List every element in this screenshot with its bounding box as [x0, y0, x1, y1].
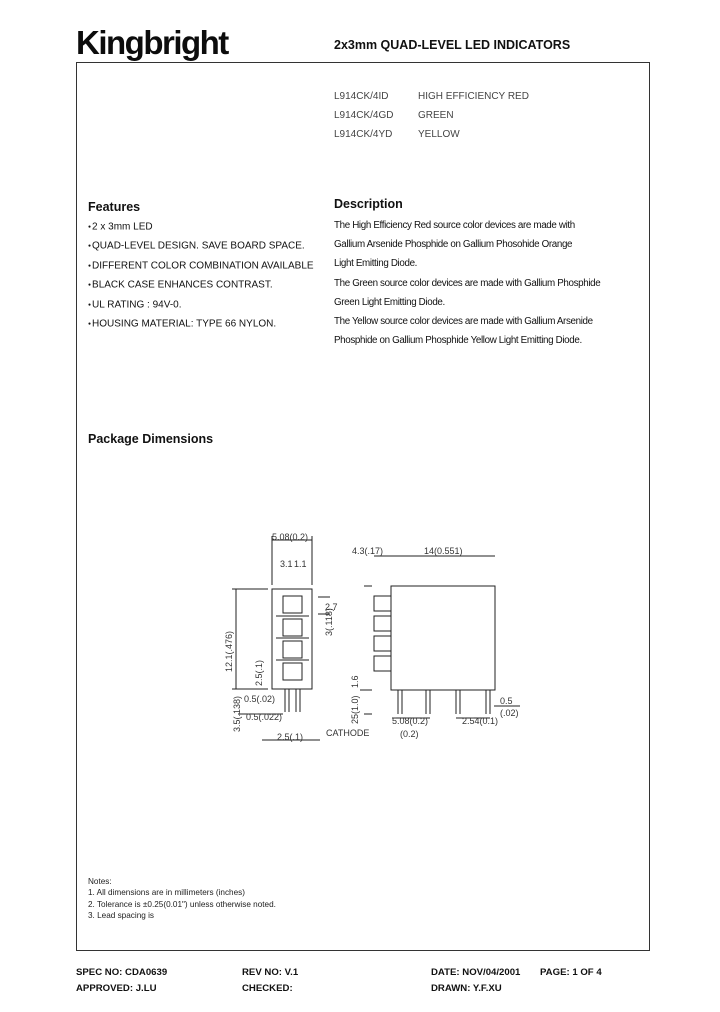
side-body: [391, 586, 495, 690]
dim-label: 3(.118): [324, 608, 334, 636]
drawn-by: DRAWN: Y.F.XU: [431, 983, 502, 994]
led-window: [283, 596, 302, 613]
note-item: 2. Tolerance is ±0.25(0.01") unless otherwise noted.: [88, 899, 276, 909]
note-item: 1. All dimensions are in millimeters (inches): [88, 888, 245, 898]
dim-label: 2.5(.1): [254, 659, 264, 686]
feature-item: ● UL RATING : 94V-0.: [88, 299, 314, 318]
dim-label: 2.54(0.1): [462, 716, 499, 726]
led-window: [283, 641, 302, 658]
cathode-label: CATHODE: [326, 728, 370, 738]
led-lens: [374, 616, 391, 631]
description-line: The Yellow source color devices are made with Gallium Arsenide: [334, 315, 593, 327]
dim-label: 12.1(.476): [224, 630, 234, 672]
part-color: HIGH EFFICIENCY RED: [418, 91, 529, 102]
dim-label: 4.3(.17): [352, 546, 384, 556]
checked-by: CHECKED:: [242, 983, 293, 994]
notes: [88, 876, 276, 921]
notes-title: Notes:: [88, 877, 112, 886]
dim-label: (0.2): [400, 729, 419, 739]
part-color: YELLOW: [418, 129, 460, 140]
feature-item: ● HOUSING MATERIAL: TYPE 66 NYLON.: [88, 318, 314, 337]
dim-label: 1.6: [350, 675, 360, 688]
part-number: L914CK/4ID: [334, 91, 389, 102]
approved-by: APPROVED: J.LU: [76, 983, 157, 994]
part-number: L914CK/4GD: [334, 110, 394, 121]
dim-label: 0.5: [500, 696, 513, 706]
spec-number: SPEC NO: CDA0639: [76, 967, 168, 978]
dim-label: 5.08(0.2): [272, 532, 309, 542]
dim-label: 3.5(.138): [232, 695, 242, 732]
feature-item: ● QUAD-LEVEL DESIGN. SAVE BOARD SPACE.: [88, 240, 314, 259]
description-heading: Description: [334, 197, 403, 211]
led-lens: [374, 596, 391, 611]
part-number: L914CK/4YD: [334, 129, 393, 140]
revision-number: REV NO: V.1: [242, 967, 299, 978]
dim-label: 2.7: [325, 602, 338, 612]
description-line: Green Light Emitting Diode.: [334, 296, 445, 308]
brand-logo: Kingbright: [76, 24, 228, 61]
package-heading: Package Dimensions: [88, 432, 214, 446]
description-line: The Green source color devices are made with Gallium Phosphide: [334, 277, 601, 289]
led-window: [283, 619, 302, 636]
dim-label: 0.5(.02): [244, 694, 276, 704]
dim-label: 14(0.551): [424, 546, 463, 556]
features-heading: Features: [88, 200, 141, 214]
feature-item: ● 2 x 3mm LED: [88, 221, 314, 240]
led-lens: [374, 636, 391, 651]
description-line: Light Emitting Diode.: [334, 258, 418, 270]
document-title: 2x3mm QUAD-LEVEL LED INDICATORS: [334, 38, 571, 52]
page-number: PAGE: 1 OF 4: [540, 967, 602, 978]
description-line: Gallium Arsenide Phosphide on Gallium Phosohide Orange: [334, 239, 573, 251]
led-lens: [374, 656, 391, 671]
feature-item: ● DIFFERENT COLOR COMBINATION AVAILABLE: [88, 260, 314, 279]
description-line: The High Efficiency Red source color devices are made with: [334, 220, 575, 231]
dim-label: 0.5(.022): [246, 712, 283, 722]
led-window: [283, 663, 302, 680]
feature-item: ● BLACK CASE ENHANCES CONTRAST.: [88, 279, 314, 298]
note-item: 3. Lead spacing is: [88, 910, 154, 920]
dim-label: 5.08(0.2): [392, 716, 429, 726]
description-line: Phosphide on Gallium Phosphide Yellow Light Emitting Diode.: [334, 335, 582, 347]
dim-label: (.02): [500, 708, 519, 718]
dim-label: 25(1.0): [350, 695, 360, 724]
spec-date: DATE: NOV/04/2001: [431, 967, 521, 978]
front-body: [272, 589, 312, 689]
dim-label: 3.1: [280, 559, 293, 569]
part-color: GREEN: [418, 110, 454, 121]
dim-label: 2.5(.1): [277, 732, 304, 742]
dim-label: 1.1: [294, 559, 307, 569]
